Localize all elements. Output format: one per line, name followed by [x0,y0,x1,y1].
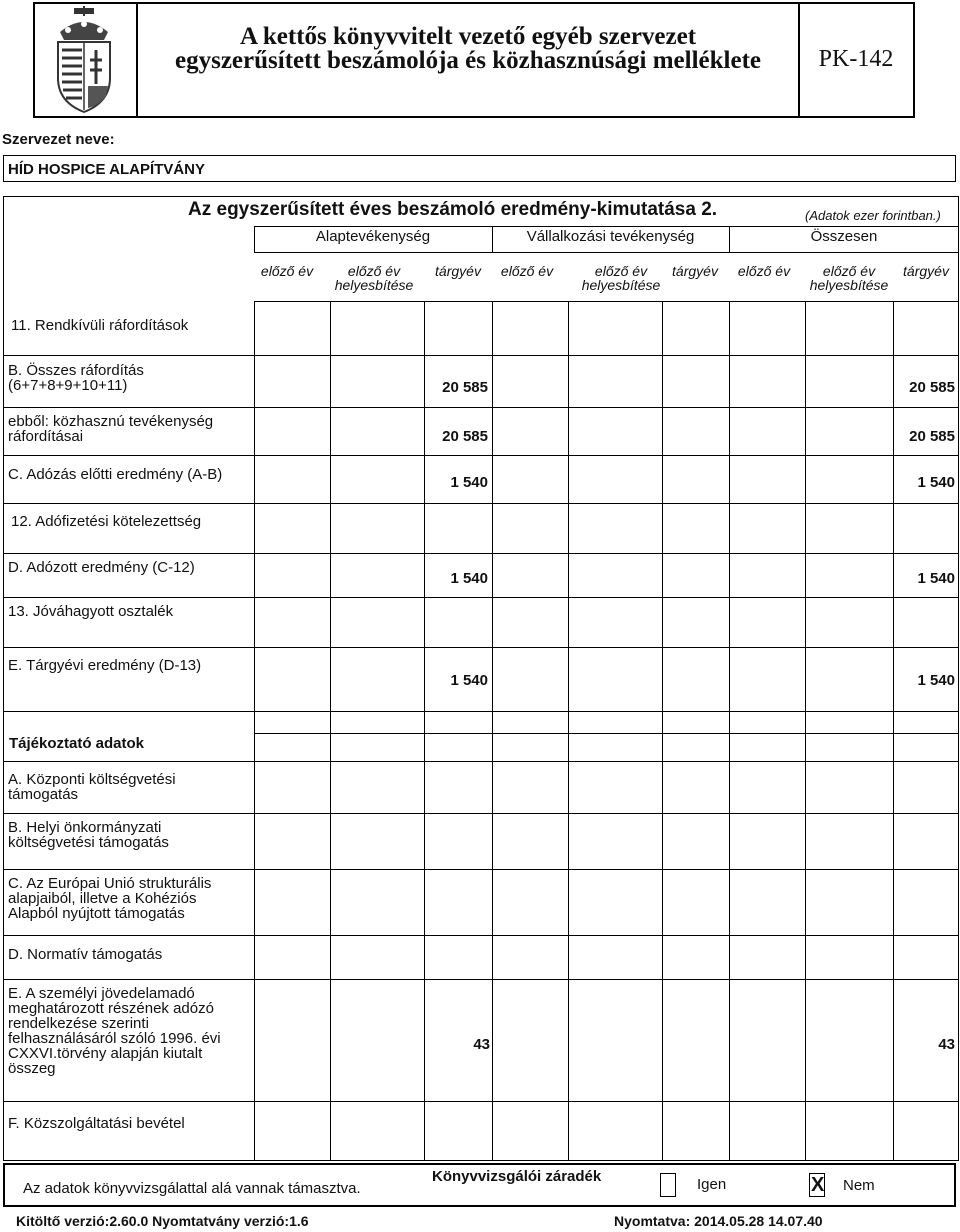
col-header-business-curr: tárgyév [672,263,718,279]
grid-row-line-4 [3,503,959,504]
row-label-13: 13. Jóváhagyott osztalék [8,603,174,620]
org-name-value: HÍD HOSPICE ALAPÍTVÁNY [8,161,205,178]
info-top-line [3,761,959,762]
grid-row-line-7 [3,647,959,648]
row-label-E: E. Tárgyévi eredmény (D-13) [8,657,202,674]
info-col-line-6 [662,711,663,1161]
info-value-E-base-curr[interactable]: 43 [473,1036,490,1053]
value-E-base-curr[interactable]: 1 540 [450,672,488,689]
coat-of-arms-logo [52,6,116,114]
info-row-line-2 [3,869,959,870]
audit-yes-checkbox[interactable] [660,1173,676,1197]
form-title-line2: egyszerűsített beszámolója és közhasznúsági melléklete [175,47,761,74]
value-D-total-curr[interactable]: 1 540 [917,570,955,587]
col-header-business-prev: előző év [500,263,554,279]
info-row-line-4 [3,979,959,980]
unit-note: (Adatok ezer forintban.) [805,208,941,223]
group-label-base: Alaptevékenység [315,228,431,245]
group-label-total: Összesen [810,228,878,245]
info-label-E: E. A személyi jövedelamadó meghatározott részének adózó rendelkezése szerinti felhasználásáról szóló 1996. évi CXXVI.törvény alapján kiutalt összeg [8,985,221,1077]
org-name-field[interactable] [3,155,956,182]
grid-row-line-5 [3,553,959,554]
audit-statement: Az adatok könyvvizsgálattal alá vannak támasztva. [23,1180,361,1197]
row-label-12: 12. Adófizetési kötelezettség [11,513,202,530]
info-label-C: C. Az Európai Unió strukturális alapjaiból, illetve a Kohéziós Alapból nyújtott támogatás [8,875,212,922]
grid-col-line-3 [424,301,425,711]
info-label-D: D. Normatív támogatás [8,946,163,963]
grid-row-line-2 [3,407,959,408]
row-label-B: B. Összes ráfordítás (6+7+8+9+10+11) [8,362,144,394]
col-header-total-curr: tárgyév [903,263,949,279]
footer-printed: Nyomtatva: 2014.05.28 14.07.40 [614,1213,823,1229]
audit-no-label: Nem [843,1177,875,1194]
form-title-line1: A kettős könyvvitelt vezető egyéb szervezet [239,23,697,50]
grid-row-line-6 [3,597,959,598]
audit-no-checkbox[interactable] [809,1173,825,1197]
info-col-line-9 [893,711,894,1161]
form-code: PK-142 [818,46,894,72]
table-title: Az egyszerűsített éves beszámoló eredmény-kimutatása 2. [188,199,718,220]
value-E-total-curr[interactable]: 1 540 [917,672,955,689]
col-header-business-adj: előző év helyesbítése [581,263,661,293]
group-header-bottom-line [254,252,959,253]
col-header-base-curr: tárgyév [435,263,481,279]
grid-col-line-5 [568,301,569,711]
checkmark-x-icon: X [811,1174,825,1196]
audit-title: Könyvvizsgálói záradék [432,1168,602,1185]
info-title: Tájékoztató adatok [9,735,145,752]
info-col-line-3 [424,711,425,1161]
grid-col-line-6 [662,301,663,711]
grid-col-line-2 [330,301,331,711]
group-label-business: Vállalkozási tevékenység [526,228,695,245]
grid-col-line-8 [805,301,806,711]
value-C-base-curr[interactable]: 1 540 [450,474,488,491]
value-C-total-curr[interactable]: 1 540 [917,474,955,491]
row-label-11: 11. Rendkívüli ráfordítások [11,317,189,334]
info-col-line-1 [254,711,255,1161]
value-Bpub-total-curr[interactable]: 20 585 [909,428,955,445]
grid-row-line-8 [3,711,959,712]
value-B-base-curr[interactable]: 20 585 [442,379,488,396]
org-name-label: Szervezet neve: [2,131,115,148]
grid-top-line [254,301,959,302]
grid-col-line-9 [893,301,894,711]
info-row-line-1 [3,813,959,814]
row-label-D: D. Adózott eredmény (C-12) [8,559,195,576]
info-row-line-5 [3,1101,959,1102]
value-Bpub-base-curr[interactable]: 20 585 [442,428,488,445]
grid-col-line-4 [492,301,493,711]
info-col-line-8 [805,711,806,1161]
grid-row-line-1 [3,355,959,356]
info-label-F: F. Közszolgáltatási bevétel [8,1115,185,1132]
grid-row-line-3 [3,455,959,456]
group-header-top-line [254,226,959,227]
info-row-line-3 [3,935,959,936]
info-value-E-total-curr[interactable]: 43 [938,1036,955,1053]
value-B-total-curr[interactable]: 20 585 [909,379,955,396]
info-col-line-5 [568,711,569,1161]
info-col-line-7 [729,711,730,1161]
info-label-B: B. Helyi önkormányzati költségvetési támogatás [8,819,169,851]
audit-yes-label: Igen [697,1176,727,1193]
info-label-A: A. Központi költségvetési támogatás [8,771,176,803]
info-gap-line [254,733,959,734]
col-header-total-adj: előző év helyesbítése [809,263,889,293]
col-header-base-adj: előző év helyesbítése [334,263,414,293]
grid-col-line-1 [254,301,255,711]
grid-col-line-7 [729,301,730,711]
row-label-C: C. Adózás előtti eredmény (A-B) [8,466,223,483]
footer-version: Kitöltő verzió:2.60.0 Nyomtatvány verzió:1.6 [16,1213,309,1229]
col-header-total-prev: előző év [737,263,791,279]
info-col-line-4 [492,711,493,1161]
value-D-base-curr[interactable]: 1 540 [450,570,488,587]
col-header-base-prev: előző év [260,263,314,279]
info-col-line-2 [330,711,331,1161]
row-label-B-public: ebből: közhasznú tevékenység ráfordításai [8,413,214,445]
